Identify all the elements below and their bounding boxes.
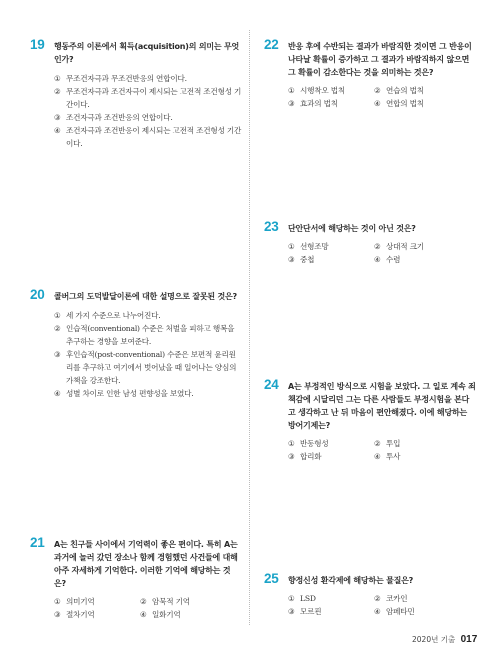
option[interactable]: ③ 효과의 법칙 <box>288 99 338 108</box>
question-stem: 단안단서에 해당하는 것이 아닌 것은? <box>288 224 416 233</box>
option[interactable]: ④ 암페타민 <box>374 607 415 616</box>
page-footer <box>412 634 477 645</box>
option[interactable]: ④ 수렴 <box>374 255 401 264</box>
question-number: 21 <box>30 535 45 550</box>
option[interactable]: ④ 투사 <box>374 452 401 461</box>
question-stem: A는 부정적인 방식으로 시험을 보았다. 그 일로 계속 죄책감에 시달리던 그는 다른 사람들도 부정시험을 본다고 생각하고 난 뒤 마음이 편안해졌다. 이에 해당하는 방어기제는? <box>288 382 476 430</box>
option[interactable]: ② 인습적(conventional) 수준은 처벌을 피하고 행복을 추구하는 경향을 보여준다. <box>54 324 235 346</box>
question-stem: 향정신성 환각제에 해당하는 물질은? <box>288 576 414 585</box>
question-stem: 콜버그의 도덕발달이론에 대한 설명으로 잘못된 것은? <box>54 292 237 301</box>
option[interactable]: ④ 연합의 법칙 <box>374 99 424 108</box>
question-23 <box>264 219 476 266</box>
option[interactable]: ③ 모르핀 <box>288 607 322 616</box>
question-number: 25 <box>264 571 279 586</box>
option[interactable]: ① 의미기억 <box>54 597 95 606</box>
option[interactable]: ③ 조건자극과 조건반응의 연합이다. <box>54 113 173 122</box>
option[interactable]: ③ 후인습적(post-conventional) 수준은 보편적 윤리원리를 추구하고 여기에서 벗어났을 때 일어나는 양심의 가책을 강조한다. <box>54 350 237 385</box>
question-24 <box>264 377 476 463</box>
question-22 <box>264 37 476 110</box>
option[interactable]: ② 상대적 크기 <box>374 242 424 251</box>
question-number: 22 <box>264 37 279 52</box>
question-stem: 행동주의 이론에서 획득(acquisition)의 의미는 무엇인가? <box>54 42 240 64</box>
footer-label: 2020년 기출 <box>412 635 456 644</box>
question-number: 19 <box>30 37 45 52</box>
option[interactable]: ① LSD <box>288 594 316 603</box>
question-21 <box>30 535 242 621</box>
option[interactable]: ④ 조건자극과 조건반응이 제시되는 고전적 조건형성 기간이다. <box>54 126 242 148</box>
option[interactable]: ② 연습의 법칙 <box>374 86 424 95</box>
option[interactable]: ① 세 가지 수준으로 나누어진다. <box>54 311 161 320</box>
option[interactable]: ① 무조건자극과 무조건반응의 연합이다. <box>54 74 187 83</box>
option[interactable]: ① 시행착오 법칙 <box>288 86 346 95</box>
option[interactable]: ② 투입 <box>374 439 401 448</box>
question-20 <box>30 287 242 400</box>
option[interactable]: ② 암묵적 기억 <box>140 597 190 606</box>
option[interactable]: ② 코카인 <box>374 594 408 603</box>
option[interactable]: ④ 성별 차이로 인한 남성 편향성을 보였다. <box>54 389 194 398</box>
column-divider <box>249 30 250 625</box>
question-19 <box>30 37 242 150</box>
question-25 <box>264 571 476 618</box>
page-number: 017 <box>460 634 478 645</box>
option[interactable]: ③ 합리화 <box>288 452 322 461</box>
question-stem: A는 친구들 사이에서 기억력이 좋은 편이다. 특히 A는 과거에 놀러 갔던 장소나 함께 경험했던 사건들에 대해 아주 자세하게 기억한다. 이러한 기억에 해당하는 것은? <box>54 540 238 588</box>
question-number: 20 <box>30 287 45 302</box>
question-number: 23 <box>264 219 279 234</box>
question-stem: 반응 후에 수반되는 결과가 바람직한 것이면 그 반응이 나타날 확률이 증가하고 그 결과가 바람직하지 않으면 그 확률이 감소한다는 것을 의미하는 것은? <box>288 42 472 77</box>
option[interactable]: ② 무조건자극과 조건자극이 제시되는 고전적 조건형성 기간이다. <box>54 87 242 109</box>
option[interactable]: ③ 절차기억 <box>54 610 95 619</box>
option[interactable]: ① 선형조망 <box>288 242 329 251</box>
option[interactable]: ④ 일화기억 <box>140 610 181 619</box>
option[interactable]: ① 반동형성 <box>288 439 329 448</box>
question-number: 24 <box>264 377 279 392</box>
option[interactable]: ③ 중첩 <box>288 255 315 264</box>
